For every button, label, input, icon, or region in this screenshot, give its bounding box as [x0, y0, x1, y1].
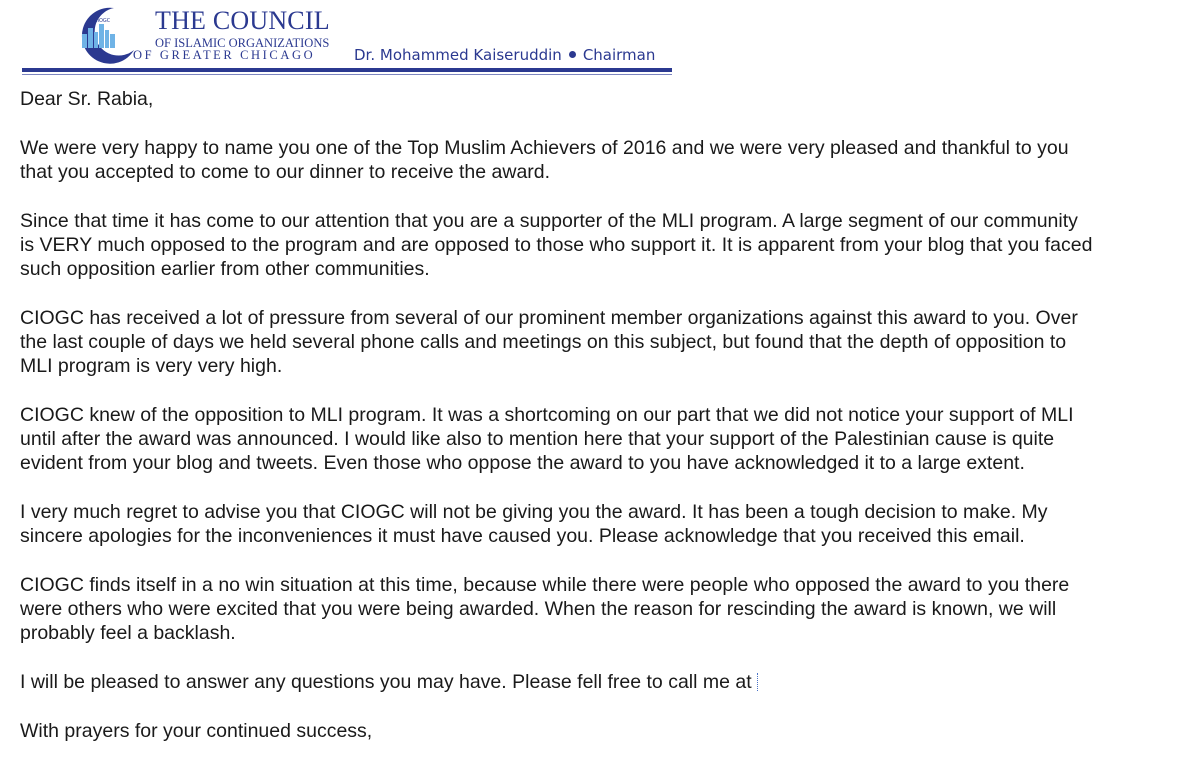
paragraph-line: is VERY much opposed to the program and are opposed to those who support it. It is apparent from your blog that you faced	[20, 234, 1093, 256]
header-rule-thin	[22, 74, 672, 75]
paragraph-line: CIOGC knew of the opposition to MLI program. It was a shortcoming on our part that we did not notice your support of MLI	[20, 404, 1074, 426]
salutation: Dear Sr. Rabia,	[20, 88, 154, 110]
text-cursor	[757, 673, 760, 691]
paragraph-line: CIOGC has received a lot of pressure from several of our prominent member organizations against this award to you. Over	[20, 307, 1078, 329]
chairman-title: Chairman	[582, 46, 656, 64]
paragraph-line: the last couple of days we held several phone calls and meetings on this subject, but found that the depth of opposition to	[20, 331, 1067, 353]
paragraph-line: such opposition earlier from other communities.	[20, 258, 430, 280]
paragraph-line: were others who were excited that you were being awarded. When the reason for rescinding the award is known, we will	[20, 598, 1057, 620]
paragraph-line: I will be pleased to answer any questions you may have. Please fell free to call me at	[20, 671, 752, 693]
paragraph-line: that you accepted to come to our dinner to receive the award.	[20, 161, 551, 183]
paragraph-line: Since that time it has come to our attention that you are a supporter of the MLI program. A large segment of our community	[20, 210, 1078, 232]
paragraph-line: We were very happy to name you one of the Top Muslim Achievers of 2016 and we were very pleased and thankful to you	[20, 137, 1069, 159]
org-name-line3: OF GREATER CHICAGO	[133, 48, 316, 62]
contact-line	[20, 670, 1200, 694]
bullet-icon	[569, 51, 576, 58]
org-name: THE COUNCIL	[155, 6, 330, 35]
paragraph-line: sincere apologies for the inconveniences it must have caused you. Please acknowledge that you received this email.	[20, 525, 1025, 547]
logo-text: CIOGC	[94, 18, 111, 24]
skyline-crescent-icon	[74, 4, 138, 68]
chairman-name: Dr. Mohammed Kaiseruddin	[354, 46, 562, 64]
paragraph-line: evident from your blog and tweets. Even those who oppose the award to you have acknowledged it to a large extent.	[20, 452, 1025, 474]
paragraph-line: I very much regret to advise you that CIOGC will not be giving you the award. It has been a tough decision to make. My	[20, 501, 1048, 523]
paragraph-line: probably feel a backlash.	[20, 622, 236, 644]
paragraph-line: MLI program is very very high.	[20, 355, 283, 377]
header-rule	[22, 68, 672, 72]
paragraph-line: CIOGC finds itself in a no win situation at this time, because while there were people who opposed the award to you there	[20, 574, 1070, 596]
paragraph-line: until after the award was announced. I would like also to mention here that your support of the Palestinian cause is quite	[20, 428, 1055, 450]
closing: With prayers for your continued success,	[20, 720, 373, 742]
letterhead	[22, 0, 672, 76]
org-name-line2: OF ISLAMIC ORGANIZATIONS	[155, 36, 330, 50]
letter-body	[20, 87, 1200, 743]
chairman-line	[354, 46, 655, 64]
